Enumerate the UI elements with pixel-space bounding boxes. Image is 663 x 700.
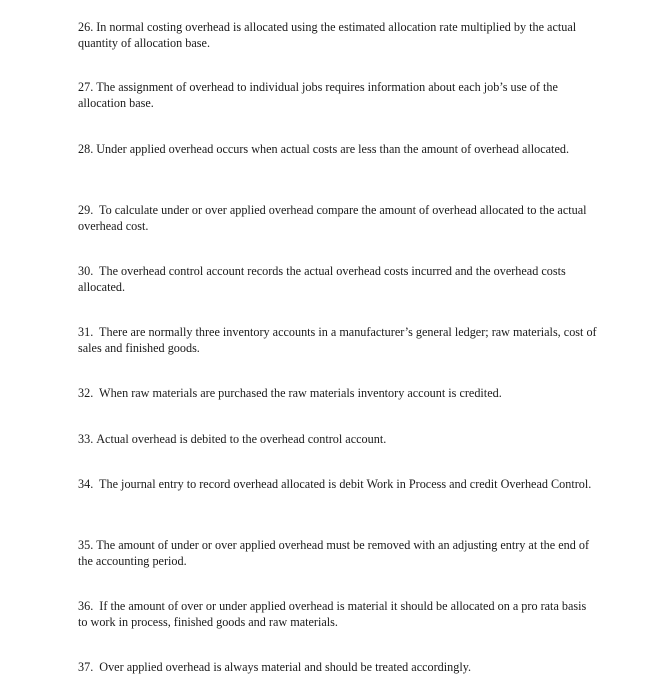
question-text: In normal costing overhead is allocated using the estimated allocation rate multiplied by the actual quantity of allocation base. [78, 20, 577, 50]
question-number: 37. [78, 660, 94, 674]
question-31 [78, 324, 598, 356]
question-text: The amount of under or over applied overhead must be removed with an adjusting entry at the end of the accounting period. [78, 538, 590, 568]
question-number: 27. [78, 80, 94, 94]
question-number: 33. [78, 432, 94, 446]
question-text: There are normally three inventory accounts in a manufacturer’s general ledger; raw materials, cost of sales and finished goods. [78, 325, 597, 355]
question-30 [78, 263, 598, 295]
question-number: 36. [78, 599, 94, 613]
question-text: When raw materials are purchased the raw materials inventory account is credited. [96, 386, 502, 400]
question-36 [78, 598, 598, 630]
question-text: If the amount of over or under applied overhead is material it should be allocated on a pro rata basis to work in process, finished goods and raw materials. [78, 599, 587, 629]
question-number: 34. [78, 477, 94, 491]
question-33 [78, 431, 598, 447]
question-number: 35. [78, 538, 94, 552]
question-32 [78, 385, 598, 401]
question-number: 31. [78, 325, 94, 339]
question-text: Under applied overhead occurs when actual costs are less than the amount of overhead allocated. [96, 142, 569, 156]
question-27 [78, 79, 598, 111]
question-34 [78, 476, 598, 492]
question-number: 26. [78, 20, 94, 34]
question-number: 29. [78, 203, 94, 217]
question-29 [78, 202, 598, 234]
question-text: Actual overhead is debited to the overhead control account. [96, 432, 387, 446]
question-text: To calculate under or over applied overhead compare the amount of overhead allocated to the actual overhead cost. [78, 203, 587, 233]
question-text: The overhead control account records the actual overhead costs incurred and the overhead costs allocated. [78, 264, 566, 294]
question-text: Over applied overhead is always material and should be treated accordingly. [96, 660, 472, 674]
question-number: 28. [78, 142, 94, 156]
question-text: The journal entry to record overhead allocated is debit Work in Process and credit Overhead Control. [96, 477, 592, 491]
question-number: 30. [78, 264, 94, 278]
question-text: The assignment of overhead to individual jobs requires information about each job’s use of the allocation base. [78, 80, 558, 110]
question-37 [78, 659, 598, 675]
question-35 [78, 537, 598, 569]
question-26 [78, 19, 598, 51]
question-number: 32. [78, 386, 94, 400]
question-28 [78, 141, 598, 157]
